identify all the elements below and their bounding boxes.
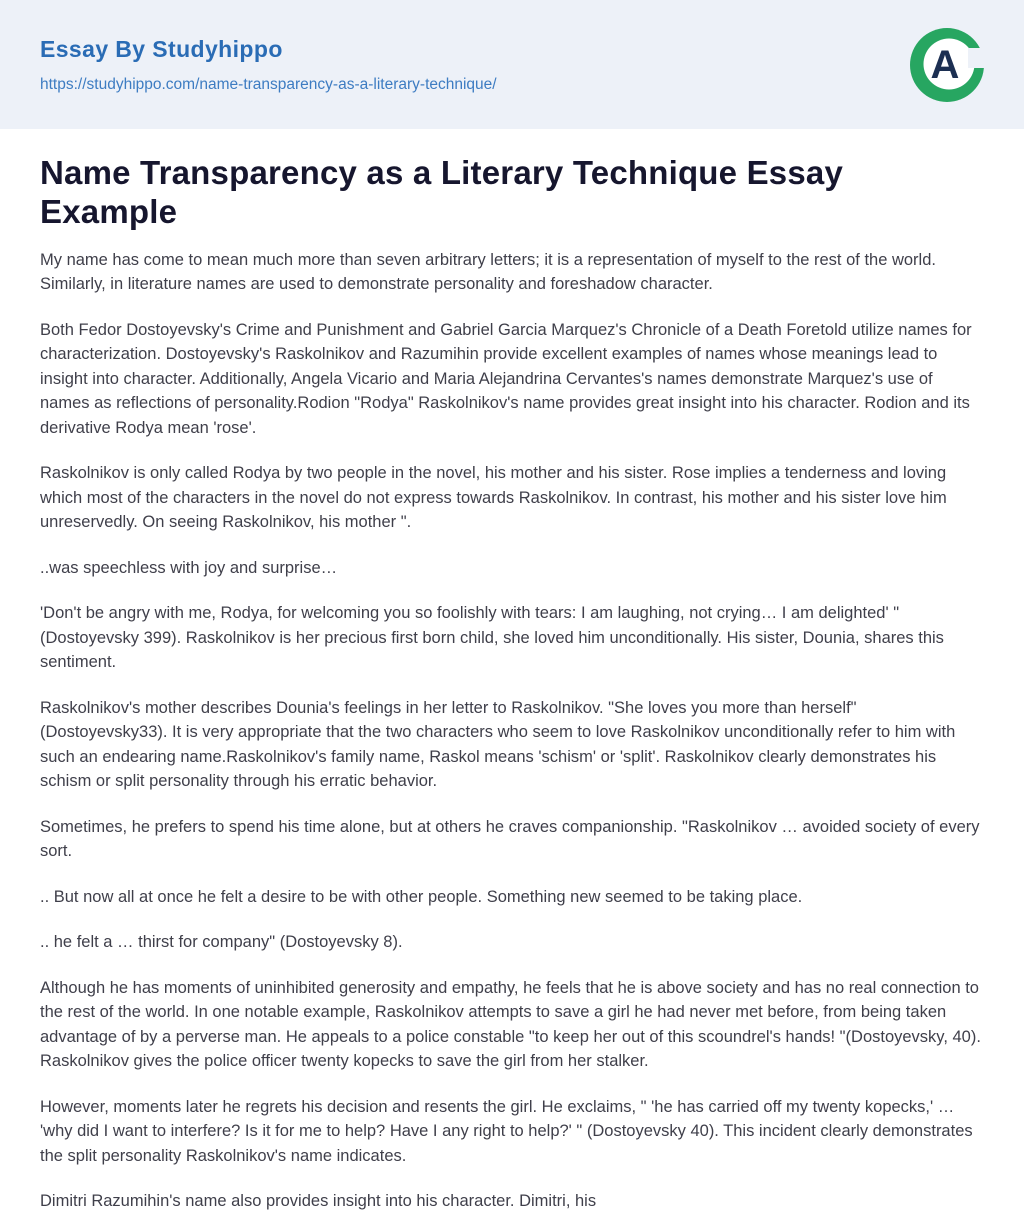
header-text-block [40,36,497,94]
article-paragraph: My name has come to mean much more than seven arbitrary letters; it is a representation of myself to the rest of the world. Similarly, in literature names are used to demonstrate personality and foreshadow character. [40,250,936,294]
article-paragraph: However, moments later he regrets his decision and resents the girl. He exclaims, " 'he has carried off my twenty kopecks,' … 'why did I want to interfere? Is it for me to help? Have I any right to help?' " (Dostoyevsky 40). This incident clearly demonstrates the split personality Raskolnikov's name indicates. [40,1097,973,1165]
logo-letter: A [930,42,960,87]
article-body [0,129,1024,1214]
studyhippo-logo-icon [910,28,984,102]
article-paragraph: Although he has moments of uninhibited generosity and empathy, he feels that he is above society and has no real connection to the rest of the world. In one notable example, Raskolnikov attempts to save a girl he had never met before, from being taken advantage of by a perverse man. He appeals to a police constable "to keep her out of this scoundrel's hands! "(Dostoyevsky, 40). Raskolnikov gives the police officer twenty kopecks to save the girl from her stalker. [40,978,981,1071]
article-paragraph: Raskolnikov is only called Rodya by two people in the novel, his mother and his sister. Rose implies a tenderness and loving which most of the characters in the novel do not express towards Raskolnikov. In contrast, his mother and his sister love him unreservedly. On seeing Raskolnikov, his mother ". [40,464,947,532]
article-paragraph: Both Fedor Dostoyevsky's Crime and Punishment and Gabriel Garcia Marquez's Chronicle of a Death Foretold utilize names for characterization. Dostoyevsky's Raskolnikov and Razumihin provide excellent examples of names whose meanings lead to insight into character. Additionally, Angela Vicario and Maria Alejandrina Cervantes's names demonstrate Marquez's use of names as reflections of personality.Rodion "Rodya" Raskolnikov's name provides great insight into his character. Rodion and its derivative Rodya mean 'rose'. [40,320,972,437]
article-title: Name Transparency as a Literary Technique Essay Example [40,154,844,230]
article-paragraph: Sometimes, he prefers to spend his time alone, but at others he craves companionship. "Raskolnikov … avoided society of every sort. [40,817,980,861]
article-paragraph: ..was speechless with joy and surprise… [40,558,338,577]
article-paragraph: Raskolnikov's mother describes Dounia's feelings in her letter to Raskolnikov. "She loves you more than herself" (Dostoyevsky33). It is very appropriate that the two characters who seem to love Raskolnikov unconditionally refer to him with such an endearing name.Raskolnikov's family name, Raskol means 'schism' or 'split'. Raskolnikov clearly demonstrates his schism or split personality through his erratic behavior. [40,698,956,791]
article-paragraph: 'Don't be angry with me, Rodya, for welcoming you so foolishly with tears: I am laughing, not crying… I am delighted' "(Dostoyevsky 399). Raskolnikov is her precious first born child, she loved him unconditionally. His sister, Dounia, shares this sentiment. [40,604,944,672]
source-url-link[interactable]: https://studyhippo.com/name-transparency-as-a-literary-technique/ [40,75,497,93]
page-header [0,0,1024,129]
article-paragraph: .. But now all at once he felt a desire to be with other people. Something new seemed to be taking place. [40,887,803,906]
site-title: Essay By Studyhippo [40,35,283,62]
studyhippo-logo[interactable] [910,28,984,102]
article-paragraph: Dimitri Razumihin's name also provides insight into his character. Dimitri, his [40,1192,597,1211]
article-paragraph: .. he felt a … thirst for company" (Dostoyevsky 8). [40,933,403,952]
